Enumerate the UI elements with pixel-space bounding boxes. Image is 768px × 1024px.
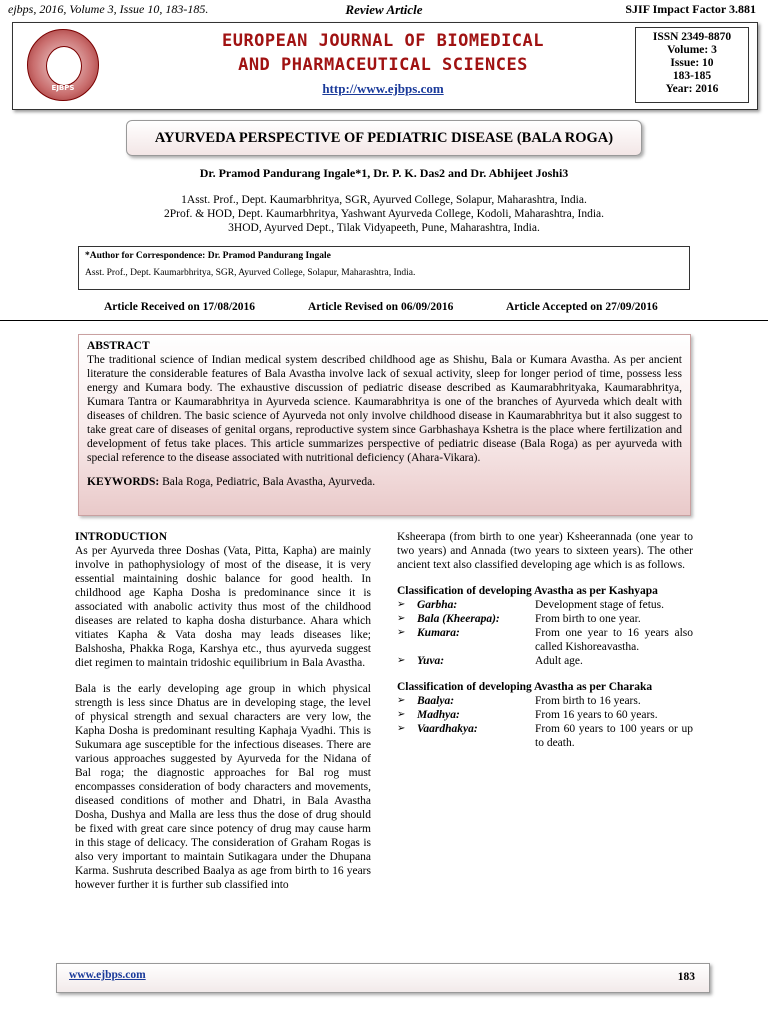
impact-factor: SJIF Impact Factor 3.881	[625, 2, 756, 16]
list-definition: From birth to 16 years.	[535, 695, 641, 707]
charaka-heading: Classification of developing Avastha as per Charaka	[397, 681, 653, 693]
journal-title-line2: AND PHARMACEUTICAL SCIENCES	[238, 55, 528, 75]
continuation-paragraph: Ksheerapa (from birth to one year) Ksheerannada (one year to two years) and Annada (two years to sixteen years). The other ancient text also classified developing age which is as follows.	[397, 531, 693, 571]
list-term: Bala (Kheerapa):	[417, 613, 500, 625]
issn-year: Year: 2016	[665, 83, 719, 95]
list-term: Garbha:	[417, 599, 458, 611]
list-definition: Development stage of fetus.	[535, 599, 665, 611]
list-term: Baalya:	[417, 695, 455, 707]
received-date: Article Received on 17/08/2016	[104, 301, 256, 313]
list-item	[397, 626, 693, 654]
list-term: Madhya:	[417, 709, 460, 721]
keywords-label: KEYWORDS:	[87, 476, 160, 488]
article-type: Review Article	[345, 2, 423, 17]
accepted-date: Article Accepted on 27/09/2016	[506, 301, 658, 313]
correspondence-address: Asst. Prof., Dept. Kaumarbhritya, SGR, Ayurved College, Solapur, Maharashtra, India.	[85, 268, 416, 278]
list-definition: From one year to 16 years also called Kishoreavastha.	[535, 627, 693, 653]
keywords	[87, 475, 682, 489]
logo-text: EJBPS	[51, 84, 75, 92]
issn-number: ISSN 2349-8870	[652, 31, 732, 43]
correspondence-heading: *Author for Correspondence: Dr. Pramod Pandurang Ingale	[85, 251, 331, 261]
abstract-text: The traditional science of Indian medical system described childhood age as Shishu, Bala or Kumara Avastha. As per ancient literature the considerable features of Bala Avastha involve lack of sexual activity, sleep for longer period of time, possess less energy and Kumara body. The exhaustive discussion of pediatric disease described as Kaumarabhrityaka, Kaumarabhritya, Kumara Tantra or Kaumarabhritya in Ayurveda science. Kaumarabhritya is one of the branches of Ayurveda which dealt with diseases of children. The basic science of Ayurveda not only involve childhood disease in Kaumarabhritya but it also suggest to take great care of diseases of genital organs, reproductive system since Garbhashaya Kshetra is the place where fertilization and development of fetus take places. This article summarizes perspective of pediatric disease (Bala Roga) as per ayurveda with special reference to the disease associated with nutritional deficiency (Ahara-Vikara).	[87, 354, 682, 464]
issn-box	[635, 27, 749, 103]
article-title: AYURVEDA PERSPECTIVE OF PEDIATRIC DISEASE (BALA ROGA)	[154, 129, 614, 146]
journal-title-line1: EUROPEAN JOURNAL OF BIOMEDICAL	[221, 31, 545, 51]
arrow-bullet-icon: ➢	[397, 627, 406, 638]
list-item	[397, 722, 693, 750]
authors	[0, 166, 768, 181]
left-column	[75, 530, 371, 892]
affiliation-1: 1Asst. Prof., Dept. Kaumarbhritya, SGR, Ayurved College, Solapur, Maharashtra, India.	[181, 194, 587, 206]
introduction-paragraph-1: As per Ayurveda three Doshas (Vata, Pitta, Kapha) are mainly involve in pathophysiology of most of the disease, it is very essential maintaining doshic balance for good health. In childhood age Kapha Dosha is predominance since it is associated with anabolic activity thus most of the childhood diseases are related to kapha dosha disturbance. Ahara which vitiates Kapha & Vata dosha may leads diseases like; Balshosha, Phakka Roga, Karshya etc., thus ayurveda suggest diet regimen to maintain tridoshic equilibrium in Bala Avastha.	[75, 545, 371, 669]
introduction-heading: INTRODUCTION	[75, 531, 168, 543]
issn-volume: Volume: 3	[667, 44, 717, 56]
affiliation-2: 2Prof. & HOD, Dept. Kaumarbhritya, Yashwant Ayurveda College, Kodoli, Maharashtra, India.	[163, 208, 604, 220]
citation-line: ejbps, 2016, Volume 3, Issue 10, 183-185.	[8, 2, 209, 16]
arrow-bullet-icon: ➢	[397, 655, 406, 666]
list-definition: From birth to one year.	[535, 613, 641, 625]
arrow-bullet-icon: ➢	[397, 695, 406, 706]
list-definition: From 16 years to 60 years.	[535, 709, 658, 721]
footer-url-link[interactable]: www.ejbps.com	[69, 969, 146, 981]
list-item	[397, 612, 693, 626]
journal-url-link[interactable]: http://www.ejbps.com	[322, 81, 444, 96]
revised-date: Article Revised on 06/09/2016	[308, 301, 454, 313]
page-footer	[56, 963, 710, 993]
caduceus-icon	[46, 46, 82, 86]
arrow-bullet-icon: ➢	[397, 723, 406, 734]
issn-issue: Issue: 10	[670, 57, 714, 69]
divider	[0, 320, 768, 321]
list-term: Kumara:	[417, 627, 460, 639]
arrow-bullet-icon: ➢	[397, 613, 406, 624]
abstract-heading: ABSTRACT	[87, 340, 150, 352]
issn-pages: 183-185	[672, 70, 712, 82]
page-number: 183	[677, 971, 695, 983]
list-definition: From 60 years to 100 years or up to death.	[535, 723, 693, 749]
journal-logo	[27, 29, 99, 101]
list-term: Vaardhakya:	[417, 723, 478, 735]
list-definition: Adult age.	[535, 655, 583, 667]
right-column	[397, 530, 693, 750]
list-item	[397, 694, 693, 708]
list-item	[397, 708, 693, 722]
correspondence-box	[78, 246, 690, 290]
list-term: Yuva:	[417, 655, 445, 667]
affiliation-3: 3HOD, Ayurved Dept., Tilak Vidyapeeth, Pune, Maharashtra, India.	[228, 222, 540, 234]
introduction-paragraph-2: Bala is the early developing age group in which physical strength is less since Dhatus are in developing stage, the level of physical strength and sexual characters are very low, the Kapha Dosha is predominant resulting Kaphaja Vyadhi. This is Sukumara age susceptible for the infectious diseases. There are various approaches suggested by Ayurveda for the Nidana of Bal roga; the diagnostic approaches for Bal rog must encompasses consideration of body characters and movements, diseased conditions of mother and Dhatri, in Bala Avastha Dosha, Dushya and Malla are less thus the dose of drug should be fixed with great care since potency of drug may cause harm in this stage of delicacy. The consideration of Graham Rogas is also very important to maintain Sutikagara under the Dhupana Karma. Sushruta described Baalya as age from birth to 16 years however further it is further sub classified into	[75, 683, 371, 891]
article-title-box	[126, 120, 642, 156]
list-item	[397, 598, 693, 612]
journal-header-box	[12, 22, 758, 110]
authors-text: Dr. Pramod Pandurang Ingale*1, Dr. P. K. Das2 and Dr. Abhijeet Joshi3	[199, 166, 569, 180]
abstract-box	[78, 334, 691, 516]
arrow-bullet-icon: ➢	[397, 709, 406, 720]
kashyapa-heading: Classification of developing Avastha as per Kashyapa	[397, 585, 658, 597]
arrow-bullet-icon: ➢	[397, 599, 406, 610]
keywords-text: Bala Roga, Pediatric, Bala Avastha, Ayurveda.	[162, 476, 376, 488]
list-item	[397, 654, 693, 668]
